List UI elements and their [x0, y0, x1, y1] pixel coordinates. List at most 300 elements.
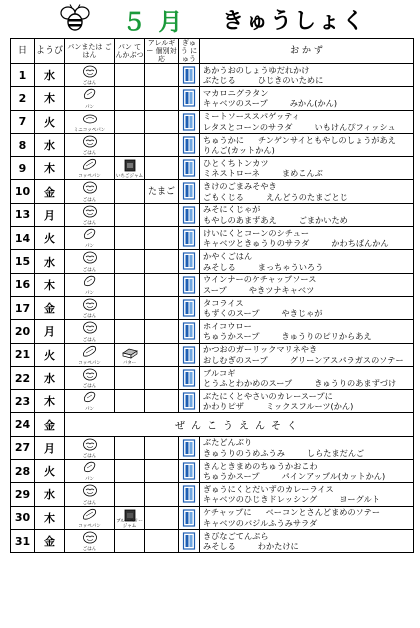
menu-item: かつおのガーリックマリネやき — [203, 344, 318, 355]
weekday-cell: 火 — [35, 460, 65, 483]
milk-carton-icon — [183, 439, 196, 457]
milk-cell — [179, 390, 200, 413]
menu-cell — [200, 460, 414, 483]
milk-carton-icon — [183, 276, 196, 294]
milk-cell — [179, 343, 200, 366]
milk-carton-icon — [183, 322, 196, 340]
month-label: ５ 月 — [122, 8, 185, 36]
staple-label: ごはん — [82, 384, 97, 390]
bread-type-label: バター — [122, 360, 137, 366]
menu-line — [203, 331, 413, 342]
menu-item: ちゅうかスープ — [203, 471, 260, 482]
menu-cell — [200, 203, 414, 226]
rice-bowl-icon — [82, 251, 98, 264]
day-cell: 13 — [11, 203, 35, 226]
staple-cell — [65, 110, 115, 133]
bread-type-cell — [115, 133, 145, 156]
menu-item: もやしのあまずあえ — [203, 214, 277, 225]
day-cell: 27 — [11, 436, 35, 459]
staple-cell — [65, 390, 115, 413]
weekday-cell: 木 — [35, 506, 65, 529]
menu-item: きけのごまみそやき — [203, 181, 277, 192]
table-row — [11, 320, 414, 343]
staple-label: ごはん — [82, 151, 97, 157]
menu-cell — [200, 64, 414, 87]
rice-bowl-icon — [82, 135, 98, 148]
menu-item: あかうおのしょうゆだれかけ — [203, 64, 310, 75]
bread-type-cell — [115, 460, 145, 483]
milk-cell — [179, 180, 200, 203]
allergy-cell — [145, 436, 179, 459]
menu-item: ミートソーススパゲッティ — [203, 111, 300, 122]
milk-carton-icon — [183, 206, 196, 224]
staple-label: ごはん — [82, 197, 97, 203]
menu-item: きゅうりのあまずづけ — [314, 378, 397, 388]
allergy-cell — [145, 483, 179, 506]
staple-cell — [65, 296, 115, 319]
table-row — [11, 506, 414, 529]
menu-line — [203, 122, 413, 133]
weekday-cell: 水 — [35, 250, 65, 273]
menu-line — [203, 448, 413, 459]
staple-label: パン — [85, 290, 94, 296]
menu-cell — [200, 227, 414, 250]
rice-bowl-icon — [82, 205, 98, 218]
milk-carton-icon — [183, 346, 196, 364]
menu-line — [203, 507, 413, 518]
menu-item: チンゲンサイともやしのしょうがあえ — [257, 134, 396, 145]
table-row — [11, 180, 414, 203]
menu-line — [203, 285, 413, 296]
menu-line — [203, 204, 413, 215]
day-cell: 17 — [11, 296, 35, 319]
col-milk: ぎゅう にゅう — [179, 39, 200, 64]
day-cell: 15 — [11, 250, 35, 273]
rice-bowl-icon — [82, 531, 98, 544]
allergy-cell — [145, 157, 179, 180]
menu-cell — [200, 506, 414, 529]
weekday-cell: 水 — [35, 366, 65, 389]
staple-label: ごはん — [82, 314, 97, 320]
day-cell: 9 — [11, 157, 35, 180]
day-cell: 10 — [11, 180, 35, 203]
day-cell: 28 — [11, 460, 35, 483]
menu-line — [203, 111, 413, 122]
rice-bowl-icon — [82, 368, 98, 381]
milk-cell — [179, 203, 200, 226]
bread-type-cell — [115, 506, 145, 529]
bread-icon — [82, 228, 98, 241]
staple-cell — [65, 320, 115, 343]
milk-carton-icon — [183, 369, 196, 387]
milk-carton-icon — [183, 136, 196, 154]
menu-item: いもけんぴフィッシュ — [314, 121, 396, 132]
milk-carton-icon — [183, 252, 196, 270]
menu-item: やきじゃが — [281, 308, 323, 319]
allergy-cell — [145, 87, 179, 110]
menu-item: キャベツのバジルふうみサラダ — [203, 517, 318, 528]
menu-item: ウインナーのケチャップソース — [203, 274, 317, 285]
allergy-cell — [145, 529, 179, 552]
staple-label: ごはん — [82, 337, 97, 343]
bread-type-cell — [115, 529, 145, 552]
day-cell: 20 — [11, 320, 35, 343]
staple-cell — [65, 203, 115, 226]
table-row — [11, 413, 414, 436]
menu-item: ひとくちトンカツ — [203, 157, 269, 168]
menu-line — [203, 531, 413, 542]
bread-type-cell — [115, 64, 145, 87]
menu-item: キャベツときゅうりのサラダ — [203, 238, 310, 249]
milk-carton-icon — [183, 229, 196, 247]
milk-carton-icon — [183, 299, 196, 317]
mini-koppepan-icon — [82, 112, 98, 125]
menu-line — [203, 158, 413, 169]
milk-carton-icon — [183, 485, 196, 503]
col-menu: お か ず — [200, 39, 414, 64]
allergy-cell — [145, 390, 179, 413]
bread-type-cell — [115, 436, 145, 459]
staple-label: ごはん — [82, 81, 97, 87]
milk-cell — [179, 529, 200, 552]
rice-bowl-icon — [82, 65, 98, 78]
menu-item: ホイコウロー — [203, 320, 252, 331]
menu-line — [203, 541, 413, 552]
menu-cell — [200, 296, 414, 319]
menu-line — [203, 378, 413, 389]
weekday-cell: 月 — [35, 320, 65, 343]
bread-type-cell — [115, 343, 145, 366]
milk-cell — [179, 506, 200, 529]
milk-carton-icon — [183, 182, 196, 200]
milk-carton-icon — [183, 532, 196, 550]
staple-cell — [65, 180, 115, 203]
staple-cell — [65, 133, 115, 156]
menu-cell — [200, 110, 414, 133]
menu-cell — [200, 483, 414, 506]
menu-line — [203, 228, 413, 239]
milk-cell — [179, 320, 200, 343]
rice-bowl-icon — [82, 298, 98, 311]
table-row — [11, 133, 414, 156]
menu-cell — [200, 180, 414, 203]
weekday-cell: 木 — [35, 87, 65, 110]
col-staple: パンまたは ごはん — [65, 39, 115, 64]
menu-item: まっちゃういろう — [257, 261, 324, 272]
milk-carton-icon — [183, 462, 196, 480]
day-cell: 24 — [11, 413, 35, 436]
allergy-cell — [145, 273, 179, 296]
menu-line — [203, 181, 413, 192]
menu-line — [203, 262, 413, 273]
bread-type-cell — [115, 250, 145, 273]
weekday-cell: 金 — [35, 529, 65, 552]
staple-label: コッペパン — [78, 174, 101, 180]
menu-cell — [200, 157, 414, 180]
col-weekday: ようび — [35, 39, 65, 64]
menu-item: きびなごてんぷら — [203, 530, 269, 541]
weekday-cell: 月 — [35, 203, 65, 226]
day-cell: 30 — [11, 506, 35, 529]
menu-item: ちゅうかスープ — [203, 331, 260, 342]
bread-icon — [82, 461, 98, 474]
staple-cell — [65, 157, 115, 180]
staple-label: コッペパン — [78, 523, 101, 529]
allergy-cell — [145, 133, 179, 156]
milk-cell — [179, 64, 200, 87]
menu-cell — [200, 250, 414, 273]
bread-type-cell — [115, 157, 145, 180]
staple-cell — [65, 64, 115, 87]
weekday-cell: 木 — [35, 273, 65, 296]
menu-item: ひじきのいために — [257, 75, 324, 86]
menu-item: グリーンアスパラガスのソテー — [289, 354, 404, 365]
bread-icon — [82, 275, 98, 288]
day-cell: 1 — [11, 64, 35, 87]
menu-line — [203, 75, 413, 86]
weekday-cell: 水 — [35, 133, 65, 156]
weekday-cell: 金 — [35, 413, 65, 436]
col-allergy: アレルギー 個別対応 — [146, 39, 177, 63]
staple-label: ごはん — [82, 547, 97, 553]
milk-cell — [179, 110, 200, 133]
bread-type-label: ブルーベリージャム — [116, 518, 143, 529]
weekday-cell: 金 — [35, 296, 65, 319]
menu-item: ミネストローネ — [203, 168, 260, 179]
strawberry-jam-icon — [122, 159, 138, 172]
menu-line — [203, 98, 413, 109]
table-row — [11, 436, 414, 459]
weekday-cell: 火 — [35, 343, 65, 366]
weekday-cell: 火 — [35, 227, 65, 250]
menu-line — [203, 145, 413, 156]
staple-cell — [65, 366, 115, 389]
milk-carton-icon — [183, 113, 196, 131]
milk-cell — [179, 483, 200, 506]
menu-item: とうふとわかめのスープ — [203, 378, 293, 388]
koppepan-icon — [82, 508, 98, 521]
day-cell: 31 — [11, 529, 35, 552]
menu-line — [203, 494, 413, 505]
menu-line — [203, 192, 413, 203]
menu-cell — [200, 87, 414, 110]
menu-item: マカロニグラタン — [203, 87, 269, 98]
menu-item: かわりピザ — [203, 401, 244, 412]
milk-cell — [179, 296, 200, 319]
weekday-cell: 月 — [35, 436, 65, 459]
staple-label: パン — [85, 104, 94, 110]
bee-icon — [60, 4, 90, 32]
menu-cell — [200, 273, 414, 296]
weekday-cell: 火 — [35, 110, 65, 133]
menu-line — [203, 461, 413, 472]
staple-label: パン — [85, 477, 94, 483]
menu-item: ヨーグルト — [339, 494, 380, 505]
bread-type-cell — [115, 296, 145, 319]
bread-icon — [82, 391, 98, 404]
rice-bowl-icon — [82, 181, 98, 194]
milk-cell — [179, 133, 200, 156]
table-row — [11, 529, 414, 552]
weekday-cell: 水 — [35, 483, 65, 506]
menu-table — [10, 38, 414, 553]
staple-cell — [65, 250, 115, 273]
rice-bowl-icon — [82, 484, 98, 497]
day-cell: 16 — [11, 273, 35, 296]
menu-item: ブルコギ — [203, 367, 236, 378]
rice-bowl-icon — [82, 438, 98, 451]
menu-line — [203, 321, 413, 332]
milk-cell — [179, 227, 200, 250]
menu-cell — [200, 436, 414, 459]
allergy-cell — [145, 227, 179, 250]
staple-label: ごはん — [82, 221, 97, 227]
butter-icon — [121, 346, 139, 359]
menu-item: レタスとコーンのサラダ — [203, 121, 293, 132]
staple-label: パン — [85, 244, 94, 250]
staple-cell — [65, 87, 115, 110]
page-title: きゅうしょく — [222, 9, 367, 34]
menu-line — [203, 168, 413, 179]
milk-carton-icon — [183, 392, 196, 410]
menu-line — [203, 437, 413, 448]
staple-cell — [65, 506, 115, 529]
menu-item: きゅうりのピリからあえ — [281, 331, 372, 342]
menu-line — [203, 308, 413, 319]
day-cell: 21 — [11, 343, 35, 366]
milk-carton-icon — [183, 89, 196, 107]
menu-line — [203, 518, 413, 529]
bread-type-cell — [115, 180, 145, 203]
milk-cell — [179, 157, 200, 180]
milk-cell — [179, 460, 200, 483]
bread-type-cell — [115, 203, 145, 226]
menu-line — [203, 471, 413, 482]
bread-type-cell — [115, 390, 145, 413]
col-bread-type: パン てんかぶつ — [115, 39, 145, 64]
menu-line — [203, 238, 413, 249]
staple-cell — [65, 436, 115, 459]
menu-item: キャベツのスープ — [203, 98, 268, 109]
milk-cell — [179, 87, 200, 110]
menu-item: もずくのスープ — [203, 308, 260, 319]
table-row — [11, 227, 414, 250]
menu-cell — [200, 366, 414, 389]
menu-item: わかたけに — [257, 541, 299, 552]
menu-line — [203, 88, 413, 99]
rice-bowl-icon — [82, 321, 98, 334]
weekday-cell: 木 — [35, 390, 65, 413]
staple-label: ごはん — [82, 454, 97, 460]
day-cell: 29 — [11, 483, 35, 506]
day-cell: 23 — [11, 390, 35, 413]
menu-cell — [200, 390, 414, 413]
menu-cell — [200, 529, 414, 552]
day-cell: 14 — [11, 227, 35, 250]
menu-line — [203, 65, 413, 76]
menu-item: ぶたじる — [203, 75, 236, 86]
table-row — [11, 273, 414, 296]
menu-line — [203, 251, 413, 262]
koppepan-icon — [82, 345, 98, 358]
table-row — [11, 87, 414, 110]
menu-item: おしむぎのスープ — [203, 354, 268, 365]
menu-line — [203, 391, 413, 402]
menu-cell — [200, 343, 414, 366]
milk-cell — [179, 436, 200, 459]
menu-line — [203, 401, 413, 412]
staple-cell — [65, 273, 115, 296]
menu-item: ちゅうかに — [203, 134, 244, 145]
menu-line — [203, 344, 413, 355]
allergy-cell — [145, 296, 179, 319]
menu-item: パインアップル(カットかん) — [281, 471, 386, 482]
bread-type-cell — [115, 273, 145, 296]
staple-cell — [65, 227, 115, 250]
table-row — [11, 64, 414, 87]
menu-item: ミックスフルーツ(かん) — [265, 401, 354, 412]
day-cell: 7 — [11, 110, 35, 133]
table-row — [11, 110, 414, 133]
menu-item: ぶたどんぶり — [203, 437, 253, 448]
menu-line — [203, 274, 413, 285]
menu-item: ごもくじる — [203, 191, 244, 202]
allergy-cell — [145, 110, 179, 133]
staple-cell — [65, 483, 115, 506]
staple-label: コッペパン — [78, 360, 101, 366]
menu-item: ごまかいため — [298, 214, 348, 225]
staple-cell — [65, 343, 115, 366]
table-row — [11, 366, 414, 389]
bread-type-label: いちごジャム — [116, 174, 143, 180]
menu-item: まめこんぶ — [281, 168, 323, 179]
table-row — [11, 460, 414, 483]
weekday-cell: 木 — [35, 157, 65, 180]
menu-item: かわちばんかん — [331, 238, 389, 249]
allergy-cell — [145, 506, 179, 529]
bread-type-cell — [115, 483, 145, 506]
table-row — [11, 390, 414, 413]
staple-label: パン — [85, 407, 94, 413]
day-cell: 8 — [11, 133, 35, 156]
menu-cell — [200, 320, 414, 343]
allergy-cell — [145, 366, 179, 389]
table-row — [11, 483, 414, 506]
allergy-cell — [145, 460, 179, 483]
day-cell: 2 — [11, 87, 35, 110]
milk-carton-icon — [183, 159, 196, 177]
menu-item: けいにくとコーンのシチュー — [203, 227, 310, 238]
staple-label: ごはん — [82, 267, 97, 273]
staple-label: ミニコッペパン — [73, 127, 106, 133]
table-row — [11, 296, 414, 319]
menu-item: スープ — [203, 284, 227, 295]
menu-line — [203, 484, 413, 495]
staple-cell — [65, 460, 115, 483]
menu-item: きゅうりのうめふうみ — [203, 447, 285, 458]
bread-icon — [82, 88, 98, 101]
menu-item: みそにくじゃが — [203, 204, 261, 215]
bread-type-cell — [115, 227, 145, 250]
menu-item: ぎゅうにくとだいずのカレーライス — [203, 483, 334, 494]
menu-item: みそしる — [203, 541, 236, 552]
menu-item: ぶたにくとやさいのカレースープに — [203, 390, 333, 401]
allergy-cell — [145, 250, 179, 273]
menu-item: キャベツのひじきドレッシング — [203, 494, 318, 505]
milk-cell — [179, 366, 200, 389]
milk-carton-icon — [183, 66, 196, 84]
menu-line — [203, 215, 413, 226]
